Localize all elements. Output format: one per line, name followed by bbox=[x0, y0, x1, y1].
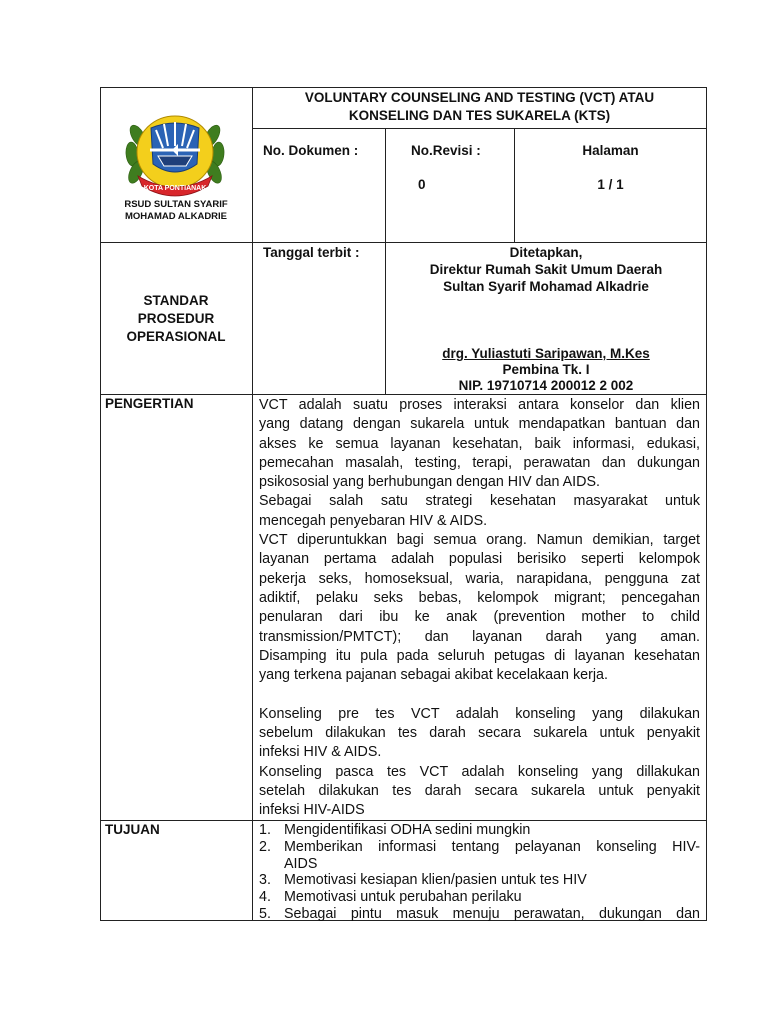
tujuan-item-text: Memotivasi untuk perubahan perilaku bbox=[284, 889, 522, 906]
sop-title-line1: STANDAR bbox=[143, 293, 209, 308]
hospital-logo bbox=[120, 106, 230, 202]
tujuan-item bbox=[259, 906, 700, 923]
approval-line1: Ditetapkan, bbox=[509, 245, 583, 260]
pengertian-line: infeksi HIV & AIDS. bbox=[259, 744, 382, 761]
hospital-name-line1: RSUD SULTAN SYARIF bbox=[124, 199, 228, 210]
tujuan-item-text: Mengidentifikasi ODHA sedini mungkin bbox=[284, 822, 531, 838]
tujuan-item-text: Memberikan informasi tentang pelayanan konseling HIV- bbox=[284, 838, 700, 855]
tujuan-item-number: 2. bbox=[259, 838, 271, 855]
pengertian-line: VCT diperuntukkan bagi semua orang. Namun demikian, target bbox=[259, 532, 700, 549]
column-divider bbox=[252, 87, 253, 921]
pengertian-line bbox=[259, 685, 700, 704]
doc-col-divider-1 bbox=[385, 128, 386, 242]
tujuan-item-number: 5. bbox=[259, 905, 271, 922]
pengertian-line: adiktif, pelaku seks bebas, kelompok migrant; pencegahan bbox=[259, 589, 700, 606]
approval-line2: Direktur Rumah Sakit Umum Daerah bbox=[429, 262, 663, 277]
pengertian-line: transmission/PMTCT); dan layanan darah yang aman. bbox=[259, 628, 700, 645]
signer-nip: NIP. 19710714 200012 2 002 bbox=[458, 378, 634, 393]
doc-number-label: No. Dokumen : bbox=[263, 143, 359, 158]
pengertian-body bbox=[259, 396, 700, 821]
pengertian-line: yang datang dengan sukarela untuk mendapatkan bantuan dan bbox=[259, 416, 700, 433]
tujuan-item-number: 1. bbox=[259, 822, 271, 838]
pengertian-line: setelah dilakukan tes darah secara sukarela untuk penyakit bbox=[259, 782, 700, 799]
pengertian-line: yang terkena pajanan sebagai akibat kecelakaan kerja. bbox=[259, 667, 608, 684]
pengertian-line: penularan dari ibu ke anak (prevention mother to child bbox=[259, 609, 700, 626]
pengertian-line: pemecahan masalah, testing, terapi, perawatan dan dukungan bbox=[259, 454, 700, 471]
page-label: Halaman bbox=[582, 143, 639, 158]
logo-ribbon-text: KOTA PONTIANAK bbox=[143, 185, 207, 192]
tujuan-item-text: Sebagai pintu masuk menuju perawatan, dukungan dan bbox=[284, 905, 700, 922]
pengertian-line: Sebagai salah satu strategi kesehatan masyarakat untuk bbox=[259, 493, 700, 510]
pengertian-line: Konseling pasca tes VCT adalah konseling yang dillakukan bbox=[259, 763, 700, 780]
pengertian-line: pekerja seks, homoseksual, waria, narapidana, pengguna zat bbox=[259, 570, 700, 587]
pengertian-line: layanan pertama adalah populasi berisiko seperti kelompok bbox=[259, 551, 700, 568]
sop-title-line2: PROSEDUR bbox=[137, 311, 215, 326]
approval-line3: Sultan Syarif Mohamad Alkadrie bbox=[443, 279, 649, 294]
pengertian-line: VCT adalah suatu proses interaksi antara konselor dan klien bbox=[259, 397, 700, 413]
tujuan-item bbox=[259, 889, 700, 906]
header-bottom bbox=[100, 242, 707, 243]
tujuan-item bbox=[259, 822, 700, 839]
pengertian-line: mencegah penyebaran HIV & AIDS. bbox=[259, 512, 488, 529]
signer-rank: Pembina Tk. I bbox=[502, 362, 590, 377]
doc-title-line2: KONSELING DAN TES SUKARELA (KTS) bbox=[348, 108, 611, 123]
revision-label: No.Revisi : bbox=[411, 143, 481, 158]
tujuan-item-number: 3. bbox=[259, 872, 271, 889]
tujuan-item-text: AIDS bbox=[284, 855, 318, 872]
pengertian-line: akses ke semua layanan kesehatan, baik informasi, edukasi, bbox=[259, 435, 700, 452]
hospital-name-line2: MOHAMAD ALKADRIE bbox=[124, 211, 228, 222]
pengertian-line: Konseling pre tes VCT adalah konseling yang dilakukan bbox=[259, 705, 700, 722]
pengertian-line: psikososial yang berhubungan dengan HIV dan AIDS. bbox=[259, 474, 600, 491]
title-divider bbox=[252, 128, 707, 129]
pengertian-line: sebelum dilakukan tes darah secara sukarela untuk penyakit bbox=[259, 725, 700, 742]
tujuan-item bbox=[259, 839, 700, 873]
signer-name: drg. Yuliastuti Saripawan, M.Kes bbox=[442, 346, 650, 361]
tujuan-item-number: 4. bbox=[259, 889, 271, 906]
tujuan-item-text: Memotivasi kesiapan klien/pasien untuk tes HIV bbox=[284, 872, 587, 889]
pengertian-line: infeksi HIV-AIDS bbox=[259, 802, 365, 819]
issue-date-label: Tanggal terbit : bbox=[263, 245, 360, 260]
sop-title-line3: OPERASIONAL bbox=[126, 329, 226, 344]
revision-value: 0 bbox=[418, 177, 426, 192]
tujuan-label: TUJUAN bbox=[105, 822, 160, 837]
sop-bottom bbox=[100, 394, 707, 395]
doc-title-line1: VOLUNTARY COUNSELING AND TESTING (VCT) ATAU bbox=[304, 90, 655, 105]
tujuan-item bbox=[259, 872, 700, 889]
tujuan-list bbox=[259, 822, 700, 923]
pengertian-label: PENGERTIAN bbox=[105, 396, 194, 411]
pengertian-line: Disamping itu pula pada seluruh petugas di layanan kesehatan bbox=[259, 647, 700, 664]
page-value: 1 / 1 bbox=[597, 177, 624, 192]
